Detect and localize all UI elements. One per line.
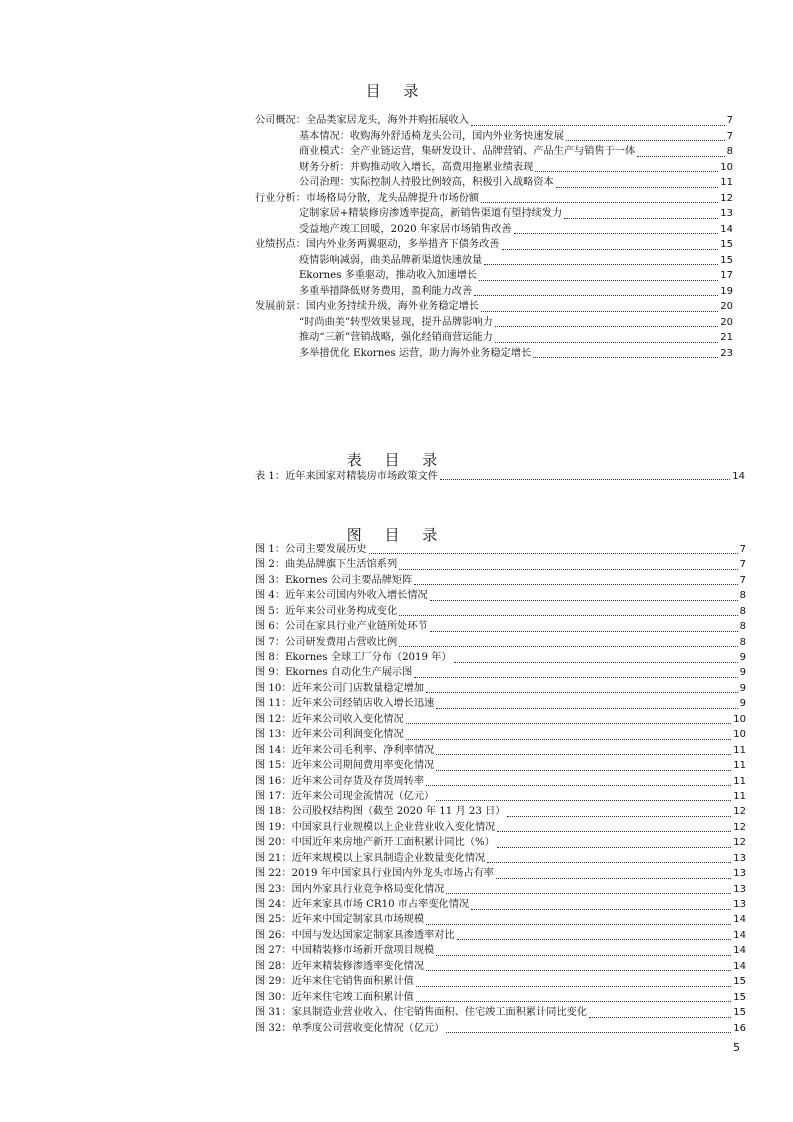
dot-leader: [497, 831, 731, 832]
figure-entry[interactable]: [255, 557, 746, 572]
dot-leader: [426, 924, 731, 925]
figure-entry-page[interactable]: 12: [733, 821, 746, 833]
dot-leader: [436, 955, 731, 956]
figure-list: [255, 542, 746, 1036]
figure-entry[interactable]: [255, 913, 746, 928]
dot-leader: [533, 357, 718, 358]
toc-entry[interactable]: [255, 284, 733, 300]
figure-entry[interactable]: [255, 573, 746, 588]
toc-entry[interactable]: [255, 299, 733, 315]
dot-leader: [495, 342, 718, 343]
figure-entry[interactable]: [255, 588, 746, 603]
toc-entry[interactable]: [255, 346, 733, 362]
dot-leader: [589, 1017, 731, 1018]
figure-entry[interactable]: [255, 758, 746, 773]
toc-entry-text[interactable]: “时尚曲美”转型效果显现，提升品牌影响力: [299, 316, 493, 328]
toc-entry-text[interactable]: 发展前景：国内业务持续升级，海外业务稳定增长: [255, 301, 480, 312]
figure-entry-page[interactable]: 9: [739, 667, 746, 679]
toc-entry[interactable]: [255, 129, 733, 145]
figure-entry[interactable]: [255, 619, 746, 634]
toc-title: 目 录: [365, 82, 428, 100]
toc-entry-page[interactable]: 10: [720, 161, 733, 173]
figure-entry-page[interactable]: 7: [739, 543, 746, 555]
toc-entry-page[interactable]: 19: [720, 285, 733, 297]
figure-entry-page[interactable]: 9: [739, 698, 746, 710]
figure-entry-text[interactable]: 图 27：中国精装修市场新开盘项目规模: [255, 945, 435, 957]
figure-entry-page[interactable]: 12: [733, 806, 746, 818]
toc-entry-page[interactable]: 13: [720, 208, 733, 219]
figure-entry[interactable]: [255, 990, 746, 1005]
figure-entry-text[interactable]: 图 9：Ekornes 自动化生产展示图: [255, 667, 413, 679]
toc-entry-page[interactable]: 15: [720, 239, 733, 250]
figure-entry[interactable]: [255, 835, 746, 850]
figure-entry-page[interactable]: 8: [739, 621, 746, 633]
toc-entry-page[interactable]: 7: [726, 130, 733, 142]
dot-leader: [406, 723, 732, 724]
figure-entry-text[interactable]: 图 2：曲美品牌旗下生活馆系列: [255, 559, 398, 571]
figure-entry[interactable]: [255, 789, 746, 804]
figure-entry-text[interactable]: 图 20：中国近年来房地产新开工面积累计同比（%）: [255, 837, 495, 849]
dot-leader: [414, 677, 737, 678]
figure-entry-text[interactable]: 图 14：近年来公司毛利率、净利率情况: [255, 744, 435, 756]
figure-entry-page[interactable]: 13: [733, 899, 746, 911]
figure-entry-text[interactable]: 图 12：近年来公司收入变化情况: [255, 713, 404, 725]
figure-entry-text[interactable]: 图 28：近年来精装修渗透率变化情况: [255, 960, 425, 972]
figure-entry-text[interactable]: 图 5：近年来公司业务构成变化: [255, 605, 398, 617]
toc-entry-page[interactable]: 8: [726, 146, 733, 157]
dot-leader: [479, 280, 718, 281]
dot-leader: [426, 785, 731, 786]
dot-leader: [446, 1032, 731, 1033]
figure-entry-text[interactable]: 图 17：近年来公司现金流情况（亿元）: [255, 790, 435, 802]
dot-leader: [399, 646, 737, 647]
dot-leader: [399, 569, 737, 570]
figure-entry-page[interactable]: 8: [739, 636, 746, 648]
toc-entry-page[interactable]: 14: [720, 223, 733, 235]
dot-leader: [457, 939, 732, 940]
toc-entry-page[interactable]: 23: [720, 347, 733, 359]
figure-entry-page[interactable]: 12: [733, 837, 746, 849]
toc-entry-page[interactable]: 20: [720, 316, 733, 328]
dot-leader: [399, 615, 737, 616]
figure-entry[interactable]: [255, 743, 746, 758]
toc-entry[interactable]: [255, 113, 733, 129]
dot-leader: [426, 692, 738, 693]
dot-leader: [564, 218, 718, 219]
toc-entry-page[interactable]: 20: [720, 301, 733, 312]
figure-entry-text[interactable]: 图 30：近年来住宅竣工面积累计值: [255, 991, 414, 1003]
toc-entry-page[interactable]: 12: [720, 192, 733, 204]
toc-list: [255, 113, 733, 361]
figure-entry-text[interactable]: 图 32：单季度公司营收变化情况（亿元）: [255, 1022, 445, 1034]
figure-entry[interactable]: [255, 804, 746, 819]
figure-entry-text[interactable]: 图 18：公司股权结构图（截至 2020 年 11 月 23 日）: [255, 806, 506, 818]
figure-entry-page[interactable]: 13: [733, 883, 746, 895]
toc-entry[interactable]: [255, 253, 733, 269]
toc-entry[interactable]: [255, 222, 733, 238]
figure-entry[interactable]: [255, 851, 746, 866]
toc-entry[interactable]: [255, 191, 733, 207]
figure-entry[interactable]: [255, 1005, 746, 1020]
figure-entry[interactable]: [255, 635, 746, 650]
figure-entry-page[interactable]: 8: [739, 590, 746, 602]
figure-entry-page[interactable]: 9: [739, 682, 746, 694]
dot-leader: [514, 233, 719, 234]
dot-leader: [369, 553, 738, 554]
table-entry-page[interactable]: 14: [732, 471, 745, 482]
figure-list-title: 图 目 录: [346, 526, 447, 544]
figure-entry-text[interactable]: 图 10：近年来公司门店数量稳定增加: [255, 682, 425, 694]
figure-entry[interactable]: [255, 943, 746, 958]
toc-entry-page[interactable]: 11: [720, 177, 733, 188]
figure-entry-page[interactable]: 16: [733, 1022, 746, 1034]
dot-leader: [454, 662, 738, 663]
toc-entry-page[interactable]: 7: [726, 115, 733, 126]
toc-entry-text[interactable]: 公司概况：全品类家居龙头，海外并购拓展收入: [255, 115, 469, 126]
toc-entry-text[interactable]: 基本情况：收购海外舒适椅龙头公司，国内外业务快速发展: [299, 130, 564, 142]
table-entry-text[interactable]: 表 1：近年来国家对精装房市场政策文件: [255, 471, 438, 482]
figure-entry-text[interactable]: 图 31：家具制造业营业收入、住宅销售面积、住宅竣工面积累计同比变化: [255, 1007, 588, 1019]
figure-entry-page[interactable]: 15: [733, 976, 746, 988]
figure-entry-page[interactable]: 14: [733, 960, 746, 972]
dot-leader: [436, 708, 737, 709]
toc-entry-text[interactable]: 定制家居+精装修房渗透率提高，新销售渠道有望持续发力: [299, 208, 563, 219]
figure-entry-text[interactable]: 图 22：2019 年中国家具行业国内外龙头市场占有率: [255, 868, 494, 880]
toc-entry-text[interactable]: 业绩拐点：国内外业务两翼驱动，多举措齐下债务改善: [255, 239, 500, 250]
dot-leader: [487, 862, 731, 863]
toc-entry[interactable]: [255, 206, 733, 222]
toc-entry-text[interactable]: 商业模式：全产业链运营，集研发设计、品牌营销、产品生产与销售于一体: [299, 146, 636, 157]
figure-entry-text[interactable]: 图 24：近年来家具市场 CR10 市占率变化情况: [255, 899, 470, 911]
figure-entry-page[interactable]: 10: [733, 729, 746, 741]
dot-leader: [414, 584, 737, 585]
figure-entry-text[interactable]: 图 23：国内外家具行业竞争格局变化情况: [255, 883, 445, 895]
figure-entry[interactable]: [255, 820, 746, 835]
dot-leader: [507, 816, 731, 817]
figure-entry-text[interactable]: 图 21：近年来规模以上家具制造企业数量变化情况: [255, 852, 486, 864]
figure-entry[interactable]: [255, 1021, 746, 1036]
dot-leader: [481, 202, 718, 203]
figure-entry-text[interactable]: 图 19：中国家具行业规模以上企业营业收入变化情况: [255, 821, 496, 833]
dot-leader: [566, 140, 725, 141]
dot-leader: [535, 171, 718, 172]
figure-entry[interactable]: [255, 897, 746, 912]
figure-entry[interactable]: [255, 959, 746, 974]
figure-entry[interactable]: [255, 774, 746, 789]
dot-leader: [426, 970, 731, 971]
figure-entry-page[interactable]: 14: [733, 914, 746, 926]
dot-leader: [440, 479, 730, 480]
figure-entry-page[interactable]: 15: [733, 1007, 746, 1019]
toc-entry-page[interactable]: 15: [720, 254, 733, 266]
toc-entry-page[interactable]: 17: [720, 270, 733, 281]
toc-entry[interactable]: [255, 237, 733, 253]
figure-entry-text[interactable]: 图 4：近年来公司国内外收入增长情况: [255, 590, 428, 602]
toc-entry-text[interactable]: 多重举措降低财务费用，盈利能力改善: [299, 285, 473, 297]
table-entry[interactable]: [255, 470, 745, 483]
figure-entry[interactable]: [255, 712, 746, 727]
figure-entry-text[interactable]: 图 1：公司主要发展历史: [255, 543, 367, 555]
dot-leader: [471, 125, 725, 126]
figure-entry-text[interactable]: 图 26：中国与发达国家定制家具渗透率对比: [255, 929, 455, 941]
dot-leader: [436, 770, 731, 771]
figure-entry[interactable]: [255, 542, 746, 557]
toc-entry-text[interactable]: Ekornes 多重驱动，推动收入加速增长: [299, 270, 478, 281]
figure-entry-page[interactable]: 11: [733, 790, 746, 802]
dot-leader: [406, 739, 732, 740]
dot-leader: [502, 249, 719, 250]
figure-entry-page[interactable]: 11: [733, 744, 746, 756]
figure-entry-text[interactable]: 图 16：近年来公司存货及存货周转率: [255, 775, 425, 787]
table-list-title: 表 目 录: [346, 451, 447, 469]
figure-entry[interactable]: [255, 604, 746, 619]
toc-entry[interactable]: [255, 160, 733, 176]
figure-entry[interactable]: [255, 666, 746, 681]
page-number: 5: [733, 1041, 740, 1054]
figure-entry[interactable]: [255, 866, 746, 881]
dot-leader: [484, 264, 718, 265]
figure-entry-text[interactable]: 图 7：公司研发费用占营收比例: [255, 636, 398, 648]
toc-entry[interactable]: [255, 268, 733, 284]
toc-entry-page[interactable]: 21: [720, 332, 733, 343]
dot-leader: [430, 631, 738, 632]
figure-entry-page[interactable]: 10: [733, 713, 746, 725]
dot-leader: [436, 800, 731, 801]
figure-entry-text[interactable]: 图 6：公司在家具行业产业链所处环节: [255, 621, 428, 633]
figure-entry-page[interactable]: 13: [733, 868, 746, 880]
figure-entry[interactable]: [255, 928, 746, 943]
figure-entry-page[interactable]: 9: [739, 652, 746, 664]
toc-entry-text[interactable]: 疫情影响减弱，曲美品牌新渠道快速放量: [299, 254, 483, 266]
toc-entry-text[interactable]: 公司治理：实际控制人持股比例较高，积极引入战略资本: [299, 177, 554, 188]
dot-leader: [556, 187, 719, 188]
dot-leader: [481, 311, 718, 312]
figure-entry-text[interactable]: 图 11：近年来公司经销店收入增长迅速: [255, 698, 435, 710]
toc-entry-text[interactable]: 财务分析：并购推动收入增长，高费用拖累业绩表现: [299, 161, 534, 173]
figure-entry-text[interactable]: 图 15：近年来公司期间费用率变化情况: [255, 760, 435, 772]
figure-entry[interactable]: [255, 650, 746, 665]
dot-leader: [497, 847, 731, 848]
toc-entry[interactable]: [255, 175, 733, 191]
toc-entry-text[interactable]: 行业分析：市场格局分散，龙头品牌提升市场份额: [255, 192, 480, 204]
figure-entry-page[interactable]: 14: [733, 945, 746, 957]
figure-entry-page[interactable]: 13: [733, 852, 746, 864]
dot-leader: [637, 156, 724, 157]
dot-leader: [495, 326, 718, 327]
figure-entry-text[interactable]: 图 13：近年来公司利润变化情况: [255, 729, 404, 741]
figure-entry-page[interactable]: 11: [733, 775, 746, 787]
figure-entry-page[interactable]: 8: [739, 605, 746, 617]
toc-entry[interactable]: [255, 315, 733, 331]
toc-entry-text[interactable]: 多举措优化 Ekornes 运营，助力海外业务稳定增长: [299, 347, 532, 359]
toc-entry-text[interactable]: 推动“三新”营销战略，强化经销商营运能力: [299, 332, 493, 343]
toc-entry[interactable]: [255, 144, 733, 160]
figure-entry[interactable]: [255, 727, 746, 742]
figure-entry[interactable]: [255, 882, 746, 897]
figure-entry-text[interactable]: 图 3：Ekornes 公司主要品牌矩阵: [255, 574, 413, 586]
dot-leader: [496, 878, 731, 879]
dot-leader: [416, 1001, 731, 1002]
figure-entry[interactable]: [255, 974, 746, 989]
dot-leader: [430, 600, 738, 601]
figure-entry-page[interactable]: 7: [739, 574, 746, 586]
dot-leader: [436, 754, 731, 755]
figure-entry-page[interactable]: 7: [739, 559, 746, 571]
dot-leader: [474, 295, 718, 296]
figure-entry-page[interactable]: 11: [733, 760, 746, 772]
dot-leader: [416, 986, 731, 987]
dot-leader: [471, 909, 731, 910]
figure-entry-page[interactable]: 15: [733, 991, 746, 1003]
figure-entry-page[interactable]: 14: [733, 929, 746, 941]
dot-leader: [446, 893, 731, 894]
figure-entry-text[interactable]: 图 8：Ekornes 全球工厂分布（2019 年）: [255, 652, 452, 664]
toc-entry-text[interactable]: 受益地产竣工回暖，2020 年家居市场销售改善: [299, 223, 512, 235]
figure-entry-text[interactable]: 图 29：近年来住宅销售面积累计值: [255, 976, 414, 988]
figure-entry[interactable]: [255, 696, 746, 711]
figure-entry[interactable]: [255, 681, 746, 696]
table-list: [255, 470, 745, 483]
figure-entry-text[interactable]: 图 25：近年来中国定制家具市场规模: [255, 914, 425, 926]
toc-entry[interactable]: [255, 330, 733, 346]
